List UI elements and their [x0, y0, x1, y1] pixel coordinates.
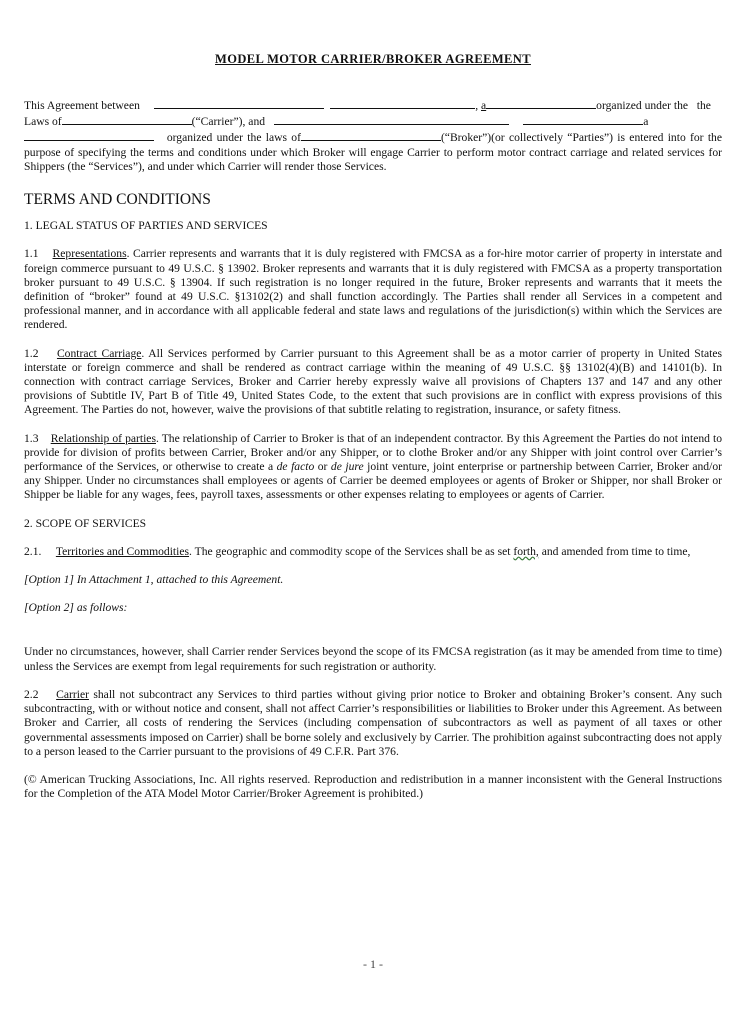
- option-2: [Option 2] as follows:: [24, 601, 128, 615]
- document-title: MODEL MOTOR CARRIER/BROKER AGREEMENT: [215, 52, 531, 66]
- option-1: [Option 1] In Attachment 1, attached to this Agreement.: [24, 573, 284, 587]
- paragraph-number: 1.3: [24, 431, 39, 445]
- paragraph-1-2: [24, 347, 722, 418]
- broker-name-blank[interactable]: [274, 113, 509, 125]
- preamble-text: ,: [475, 99, 479, 112]
- document-body: [24, 97, 722, 815]
- preamble-text: (“Broker”)(or collectively “Parties”) is entered into for the purpose of specifying the terms and conditions under which Broker will engage Carrier to perform motor contract carriage and related services for Shippers (the “Services”), and under which Carrier will render those Services.: [24, 131, 722, 173]
- paragraph-label: Carrier: [56, 687, 89, 701]
- paragraph-number: 1.1: [24, 247, 39, 261]
- carrier-name-blank-2[interactable]: [330, 97, 475, 109]
- paragraph-text: shall not subcontract any Services to third parties without giving prior notice to Broker and obtaining Broker’s consent. Any such subcontracting, with or without notice and consent, shall not affect Carrier’s responsibilities or liabilities to Broker under this Agreement. As between Broker and Carrier, all costs of rendering the Services (including compensation of subcontractors as well as payment of all taxes or other governmental assessments imposed on Carrier) shall be borne solely and exclusively by Carrier. The prohibition against subcontracting does not apply to a person leased to the Carrier pursuant to the provisions of 49 C.F.R. Part 376.: [24, 687, 722, 758]
- paragraph-text: . The geographic and commodity scope of the Services shall be as set: [189, 544, 514, 558]
- section-2-heading: 2. SCOPE OF SERVICES: [24, 516, 147, 530]
- paragraph-number: 2.2: [24, 687, 39, 701]
- preamble: [24, 97, 722, 174]
- preamble-text: (“Carrier”), and: [191, 115, 266, 129]
- preamble-text: This Agreement between: [24, 99, 140, 112]
- paragraph-number: 2.1.: [24, 544, 42, 558]
- carrier-name-blank[interactable]: [154, 97, 324, 109]
- paragraph-text: . Carrier represents and warrants that it is duly registered with FMCSA as a for-hire motor carrier of property in interstate and foreign commerce pursuant to 49 U.S.C. § 13902. Broker represents and warrants that it is duly registered with FMCSA as a property transportation broker pursuant to 49 U.S.C. § 13904. If such registration is no longer required in the future, Broker represents and warrants that it meets the definition of “broker” found at 49 U.S.C. §13102(2) and shall function accordingly. The Parties shall render all Services in a competent and professional manner, and in accordance with all applicable federal and state laws and regulations of the jurisdiction(s) within which the Services are rendered.: [24, 247, 722, 332]
- paragraph-label: Relationship of parties: [50, 431, 156, 445]
- broker-name-blank-2[interactable]: [523, 113, 643, 125]
- preamble-text: organized under the: [596, 99, 689, 112]
- paragraph-1-1: [24, 247, 722, 332]
- carrier-state-blank[interactable]: [486, 97, 596, 109]
- terms-heading: TERMS AND CONDITIONS: [24, 191, 211, 209]
- paragraph-italic: de jure: [330, 460, 364, 474]
- spellcheck-word: forth,: [513, 544, 539, 558]
- preamble-line-1: This Agreement between , a organized under the the: [24, 99, 711, 112]
- paragraph-label: Contract Carriage: [56, 346, 142, 360]
- paragraph-2-1: [24, 545, 722, 559]
- paragraph-number: 1.2: [24, 346, 39, 360]
- paragraph-text: or: [314, 460, 331, 474]
- paragraph-scope-limit: Under no circumstances, however, shall Carrier render Services beyond the scope of its FMCSA registration (as it may be amended from time to time) unless the Services are exempt from legal requirements for such registration or authority.: [24, 645, 722, 673]
- preamble-line-2: [24, 113, 722, 129]
- copyright-notice: (© American Trucking Associations, Inc. All rights reserved. Reproduction and redistribution in a manner inconsistent with the General Instructions for the Completion of the ATA Model Motor Carrier/Broker Agreement is prohibited.): [24, 772, 722, 801]
- broker-laws-blank[interactable]: [301, 129, 441, 141]
- preamble-text: organized under the laws of: [166, 131, 301, 145]
- paragraph-1-3: [24, 432, 722, 503]
- section-1-heading: 1. LEGAL STATUS OF PARTIES AND SERVICES: [24, 219, 268, 233]
- preamble-text: Laws of: [24, 115, 62, 129]
- preamble-text: a: [643, 115, 649, 129]
- paragraph-italic: de facto: [276, 460, 315, 474]
- page-number: - 1 -: [363, 957, 383, 971]
- paragraph-text: . All Services performed by Carrier pursuant to this Agreement shall be as a motor carrier of property in United States interstate or foreign commerce and shall be rendered as contract carriage within the meaning of 49 U.S.C. §§ 13102(4)(B) and 14101(b). In connection with contract carriage Services, Broker and Carrier hereby expressly waive all provisions of Chapters 137 and 147 and any other provisions of Subtitle IV, Part B of Title 49, United States Code, to the extent that such provisions are in conflict with express provisions of this Agreement. The Parties do not, however, waive the provisions of that subtitle relating to registration, insurance, or safety fitness.: [24, 346, 723, 417]
- carrier-laws-blank[interactable]: [62, 113, 192, 125]
- paragraph-2-2: [24, 688, 722, 759]
- paragraph-label: Territories and Commodities: [55, 544, 190, 558]
- paragraph-text: joint venture, joint enterprise or partnership between Carrier, Broker and/or any Shipper. Under no circumstances shall employees or agents of Carrier be deemed employees or agents of Broker or Shipper, nor shall Broker or Shipper be liable for any wages, fees, payroll taxes, assessments or other expenses relating to employees or agents of Carrier.: [24, 460, 722, 502]
- broker-state-blank[interactable]: [24, 129, 154, 141]
- preamble-line-3: [24, 129, 722, 174]
- paragraph-label: Representations: [52, 247, 127, 261]
- preamble-text: a: [481, 99, 487, 112]
- paragraph-text: . The relationship of Carrier to Broker is that of an independent contractor. By this Agreement the Parties do not intend to provide for division of profits between Carrier, Broker and/or any Shipper, or to clothe Broker and/or any Shipper with joint control over Carrier’s performance of the Services, or otherwise to create a: [24, 431, 723, 474]
- paragraph-text: and amended from time to time,: [538, 544, 691, 558]
